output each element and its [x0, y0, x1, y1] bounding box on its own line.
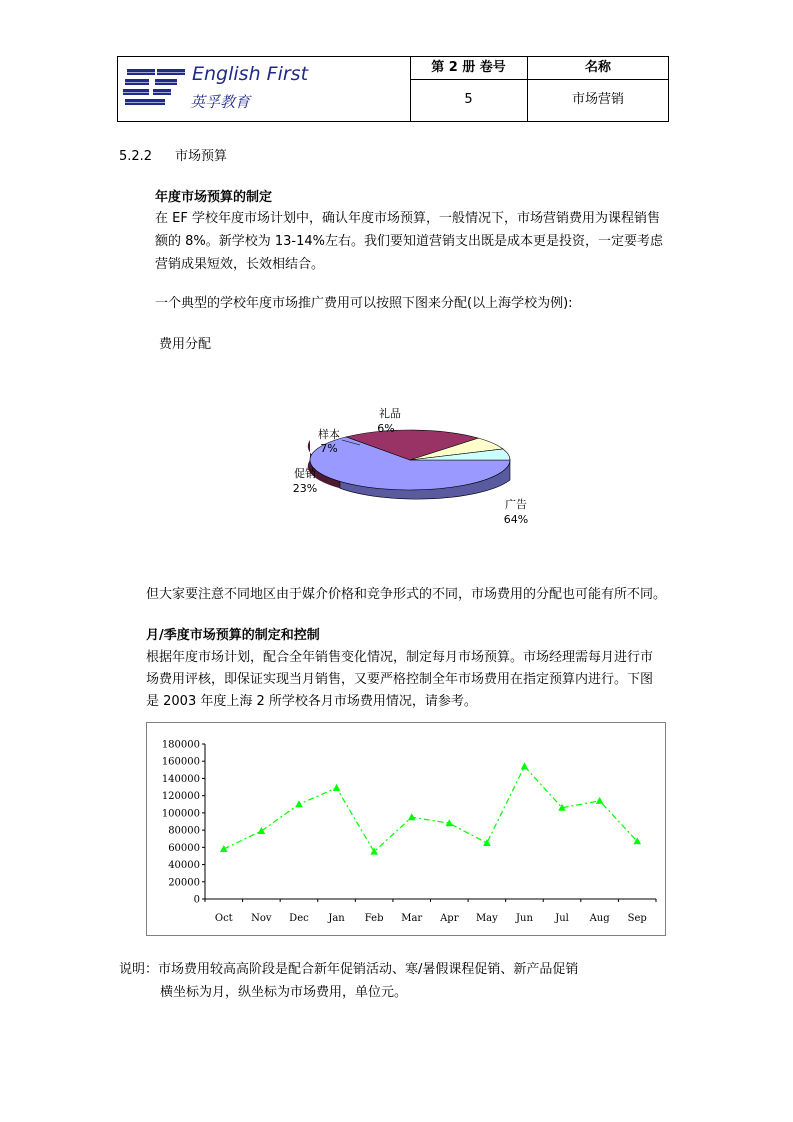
- annual-line-3: 营销成果短效，长效相结合。: [155, 257, 325, 272]
- section-title: 市场预算: [175, 149, 228, 164]
- y-tick-label: 20000: [168, 877, 200, 889]
- y-tick-label: 80000: [168, 825, 200, 837]
- data-point-marker: [521, 762, 529, 769]
- x-tick-label: Oct: [214, 913, 233, 924]
- x-tick-label: Sep: [627, 913, 647, 924]
- y-tick-label: 100000: [161, 808, 200, 820]
- y-tick-label: 40000: [168, 860, 200, 872]
- pie-note: 但大家要注意不同地区由于媒介价格和竞争形式的不同，市场费用的分配也可能有所不同。: [146, 587, 667, 602]
- x-tick-label: Jul: [555, 913, 569, 924]
- name-header: 名称: [584, 60, 611, 75]
- x-tick-label: Jun: [516, 913, 533, 924]
- monthly-line-3: 是 2003 年度上海 2 所学校各月市场费用情况，请参考。: [146, 694, 477, 709]
- x-tick-label: Apr: [440, 913, 459, 924]
- x-tick-label: Jan: [328, 913, 345, 924]
- volume-header: 第 2 册 卷号: [431, 60, 506, 75]
- pie-pct-promo: 23%: [292, 482, 318, 495]
- data-point-marker: [408, 813, 416, 820]
- pie-title: 费用分配: [159, 337, 212, 352]
- header-table: [117, 56, 669, 122]
- caption-line-2: 横坐标为月，纵坐标为市场费用，单位元。: [160, 985, 408, 1000]
- y-tick-label: 120000: [161, 791, 200, 803]
- name-value: 市场营销: [571, 92, 624, 107]
- pie-pct-ads: 64%: [503, 513, 529, 526]
- pie-pct-sample: 7%: [320, 442, 338, 455]
- volume-value: 5: [464, 92, 473, 107]
- monthly-line-2: 场费用评核，即保证实现当月销售，又要严格控制全年市场费用在指定预算内进行。下图: [146, 672, 654, 687]
- pie-intro: 一个典型的学校年度市场推广费用可以按照下图来分配(以上海学校为例):: [155, 296, 573, 311]
- pie-label-sample: 样本: [318, 428, 340, 441]
- ef-logo-icon: [123, 63, 187, 115]
- x-tick-label: Feb: [364, 913, 384, 924]
- monthly-line-1: 根据年度市场计划，配合全年销售变化情况，制定每月市场预算。市场经理需每月进行市: [146, 650, 654, 665]
- pie-chart: [280, 400, 540, 535]
- line-chart: [146, 722, 666, 936]
- x-tick-label: Mar: [401, 913, 423, 924]
- data-point-marker: [220, 845, 228, 852]
- x-tick-label: Aug: [589, 913, 610, 924]
- pie-pct-gift: 6%: [377, 422, 395, 435]
- caption-line-1: 说明：市场费用较高高阶段是配合新年促销活动、寒/暑假课程促销、新产品促销: [119, 962, 579, 977]
- y-tick-label: 60000: [168, 842, 200, 854]
- data-point-marker: [295, 800, 303, 807]
- pie-label-promo: 促销: [294, 467, 316, 480]
- y-tick-label: 0: [193, 894, 200, 906]
- monthly-heading: 月/季度市场预算的制定和控制: [146, 628, 320, 643]
- x-tick-label: May: [475, 913, 498, 924]
- data-point-marker: [333, 784, 341, 791]
- x-tick-label: Dec: [289, 913, 309, 924]
- pie-label-gift: 礼品: [379, 407, 401, 420]
- section-number: 5.2.2: [119, 149, 153, 164]
- data-point-marker: [596, 797, 604, 804]
- brand-chinese: 英孚教育: [190, 93, 251, 111]
- y-tick-label: 140000: [161, 773, 200, 785]
- data-point-marker: [258, 827, 266, 834]
- brand-english: English First: [192, 63, 309, 85]
- x-tick-label: Nov: [251, 913, 272, 924]
- y-tick-label: 180000: [161, 739, 200, 751]
- annual-line-2: 额的 8%。新学校为 13-14%左右。我们要知道营销支出既是成本更是投资，一定要考虑: [155, 234, 664, 249]
- data-point-marker: [483, 839, 491, 846]
- series-line: [224, 766, 637, 851]
- annual-heading: 年度市场预算的制定: [155, 190, 273, 205]
- annual-line-1: 在 EF 学校年度市场计划中，确认年度市场预算，一般情况下，市场营销费用为课程销售: [155, 211, 660, 226]
- y-tick-label: 160000: [161, 756, 200, 768]
- pie-label-ads: 广告: [505, 498, 527, 511]
